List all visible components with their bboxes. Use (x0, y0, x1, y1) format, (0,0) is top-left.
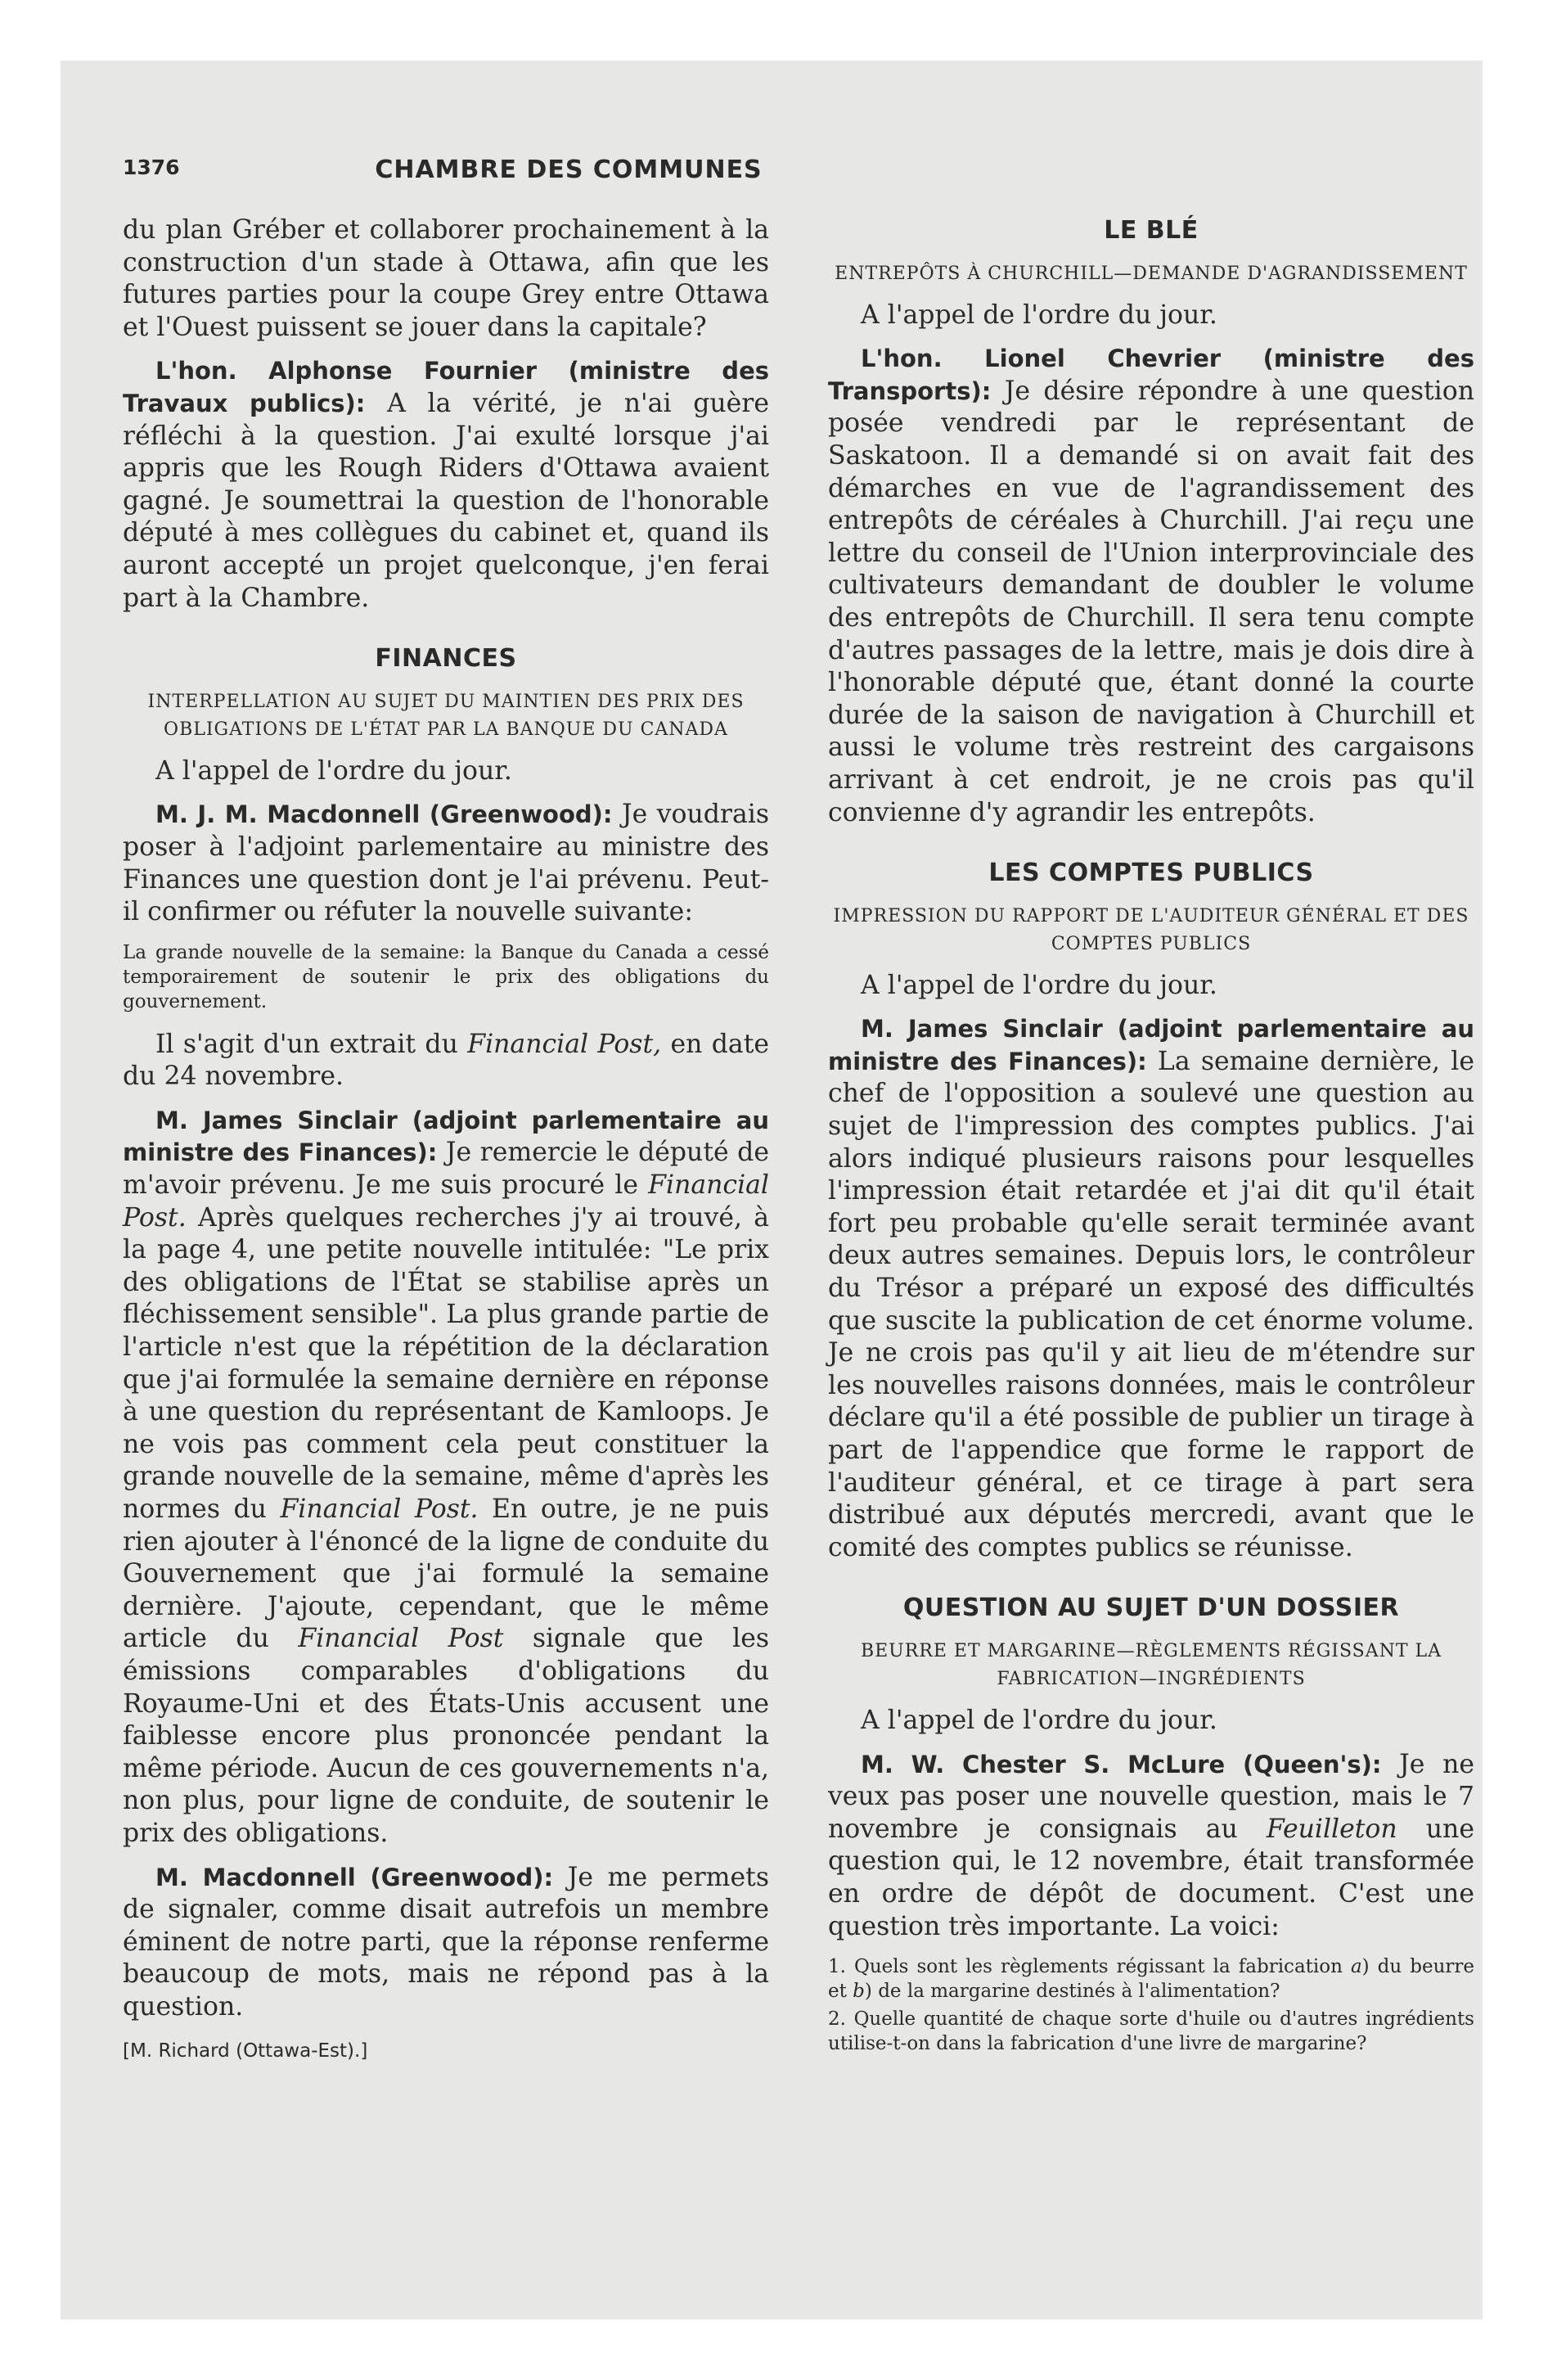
italic-run: Feuilleton (1266, 1814, 1397, 1844)
text-run: en date du 24 novembre. (123, 1029, 769, 1092)
speaker-note: [M. Richard (Ottawa-Est).] (123, 2040, 368, 2062)
speech-text: Je désire répondre à une question posée vendredi par le représentant de Saskatoon. Il a demandé si on avait fait des démarches en vue de l'agrandissement des entrepôts de céréales à Churchill. J'ai reçu une lettre du conseil de l'Union interprovinciale des cultivateurs demandant de doubler le volume des entrepôts de Churchill. Il sera tenu compte d'autres passages de la lettre, mais je dois dire à l'honorable député que, étant donné la courte durée de la saison de navigation à Churchill et aussi le volume très restreint des cargaisons arrivant à cet endroit, je ne crois pas qu'il convienne d'y agrandir les entrepôts. (828, 376, 1474, 827)
page-number: 1376 (123, 156, 180, 179)
section-title: QUESTION AU SUJET D'UN DOSSIER (902, 1593, 1400, 1623)
speaker-name: M. W. Chester S. McLure (Queen's): (861, 1750, 1382, 1778)
paragraph (123, 799, 769, 928)
paragraph (828, 343, 1474, 829)
speaker-name: M. J. M. Macdonnell (Greenwood): (155, 800, 613, 829)
text-run: Il s'agit d'un extrait du (155, 1029, 468, 1059)
paragraph (123, 1029, 769, 1093)
text-run: Je ne veux pas poser une nouvelle question, mais le 7 novembre je consignais au (828, 1749, 1474, 1844)
quotation: La grande nouvelle de la semaine: la Banque du Canada a cessé temporairement de soutenir le prix des obligations du gouvernement. (123, 941, 769, 1012)
page-header (123, 156, 1424, 188)
speaker-name: L'hon. Alphonse Fournier (ministre des Travaux publics): (123, 357, 769, 417)
italic-run: Financial Post (298, 1624, 504, 1654)
text-run: Je remercie le député de m'avoir prévenu. Je me suis procuré le (123, 1138, 769, 1201)
section-title: FINANCES (375, 644, 517, 674)
speech-text: Je me permets de signaler, comme disait autrefois un membre éminent de notre parti, que la réponse renferme beaucoup de mots, mais ne répond pas à la question. (123, 1862, 769, 2022)
speech-text: La semaine dernière, le chef de l'opposition a soulevé une question au sujet de l'impression des comptes publics. J'ai alors indiqué plusieurs raisons pour lesquelles l'impression était retardée et j'ai dit qu'il était fort peu probable qu'elle serait terminée avant deux autres semaines. Depuis lors, le contrôleur du Trésor a préparé un exposé des difficultés que suscite la publication de cet énorme volume. Je ne crois pas qu'il y ait lieu de m'étendre sur les nouvelles raisons données, mais le contrôleur déclare qu'il a été possible de publier un tirage à part de l'appendice que forme le rapport de l'auditeur général, et ce tirage à part sera distribué aux députés mercredi, avant que le comité des comptes publics se réunisse. (828, 1046, 1474, 1562)
italic-run: Financial Post, (467, 1029, 662, 1059)
section-subtitle: INTERPELLATION AU SUJET DU MAINTIEN DES PRIX DES OBLIGATIONS DE L'ÉTAT PAR LA BANQUE DU CANADA (147, 691, 745, 740)
running-head: CHAMBRE DES COMMUNES (375, 156, 763, 184)
order-line: A l'appel de l'ordre du jour. (155, 755, 512, 786)
speaker-name: L'hon. Lionel Chevrier (ministre des Transports): (828, 345, 1474, 405)
order-line: A l'appel de l'ordre du jour. (861, 300, 1217, 330)
section-subtitle: BEURRE ET MARGARINE—RÈGLEMENTS RÉGISSANT LA FABRICATION—INGRÉDIENTS (860, 1640, 1442, 1689)
order-line: A l'appel de l'ordre du jour. (861, 970, 1217, 1000)
speech-text: A la vérité, je n'ai guère réfléchi à la question. J'ai exulté lorsque j'ai appris que les Rough Riders d'Ottawa avaient gagné. Je soumettrai la question de l'honorable député à mes collègues du cabinet et, quand ils auront accepté un projet quelconque, j'en ferai part à la Chambre. (123, 388, 769, 613)
italic-run: b (853, 1981, 865, 2003)
speaker-name: M. Macdonnell (Greenwood): (155, 1863, 554, 1891)
list-item: 2. Quelle quantité de chaque sorte d'huile ou d'autres ingrédients utilise-t-on dans la fabrication d'une livre de margarine? (828, 2008, 1474, 2055)
text-run: signale que les émissions comparables d'obligations du Royaume-Uni et des États-Unis accusent une faiblesse encore plus prononcée pendant la même période. Aucun de ces gouvernements n'a, non plus, pour ligne de conduite, de soutenir le prix des obligations. (123, 1624, 769, 1848)
section-title: LE BLÉ (1104, 216, 1199, 245)
paragraph (828, 1013, 1474, 1564)
section-title: LES COMPTES PUBLICS (988, 859, 1314, 888)
speech-text: Je voudrais poser à l'adjoint parlementaire au ministre des Finances une question dont je l'ai prévenu. Peut-il confirmer ou réfuter la nouvelle suivante: (123, 800, 769, 927)
paragraph: du plan Gréber et collaborer prochainement à la construction d'un stade à Ottawa, afin que les futures parties pour la coupe Grey entre Ottawa et l'Ouest puissent se jouer dans la capitale? (123, 215, 769, 342)
right-column (828, 214, 1474, 2059)
left-column (123, 214, 769, 2067)
italic-run: a (1350, 1956, 1362, 1978)
text-run: 1. Quels sont les règlements régissant la fabrication (828, 1956, 1351, 1978)
text-run: ) de la margarine destinés à l'alimentation? (864, 1981, 1280, 2003)
order-line: A l'appel de l'ordre du jour. (861, 1705, 1217, 1735)
paragraph (123, 355, 769, 615)
speaker-name: M. James Sinclair (adjoint parlementaire au ministre des Finances): (828, 1015, 1474, 1075)
italic-run: Financial Post. (123, 1170, 769, 1233)
text-run: En outre, je ne puis rien ajouter à l'énoncé de la ligne de conduite du Gouvernement que j'ai formulé la semaine dernière. J'ajoute, cependant, que le même article du (123, 1494, 770, 1654)
list-item (828, 1954, 1474, 2004)
section-subtitle: ENTREPÔTS À CHURCHILL—DEMANDE D'AGRANDISSEMENT (835, 263, 1468, 284)
text-run: une question qui, le 12 novembre, était transformée en ordre de dépôt de document. C'est une question très importante. La voici: (828, 1814, 1474, 1941)
italic-run: Financial Post. (280, 1494, 479, 1524)
paragraph (828, 1749, 1474, 1944)
section-subtitle: IMPRESSION DU RAPPORT DE L'AUDITEUR GÉNÉRAL ET DES COMPTES PUBLICS (833, 905, 1469, 954)
text-run: Après quelques recherches j'y ai trouvé, à la page 4, une petite nouvelle intitulée: "Le prix des obligations de l'État se stabilise après un fléchissement sensible". La plus grande partie de l'article n'est que la répétition de la déclaration que j'ai formulée la semaine dernière en réponse à une question du représentant de Kamloops. Je ne vois pas comment cela peut constituer la grande nouvelle de la semaine, même d'après les normes du (123, 1202, 769, 1524)
speaker-name: M. James Sinclair (adjoint parlementaire au ministre des Finances): (123, 1106, 769, 1167)
paragraph (123, 1105, 769, 1850)
paragraph (123, 1862, 769, 2024)
text-run: ) du beurre et (828, 1956, 1474, 2003)
